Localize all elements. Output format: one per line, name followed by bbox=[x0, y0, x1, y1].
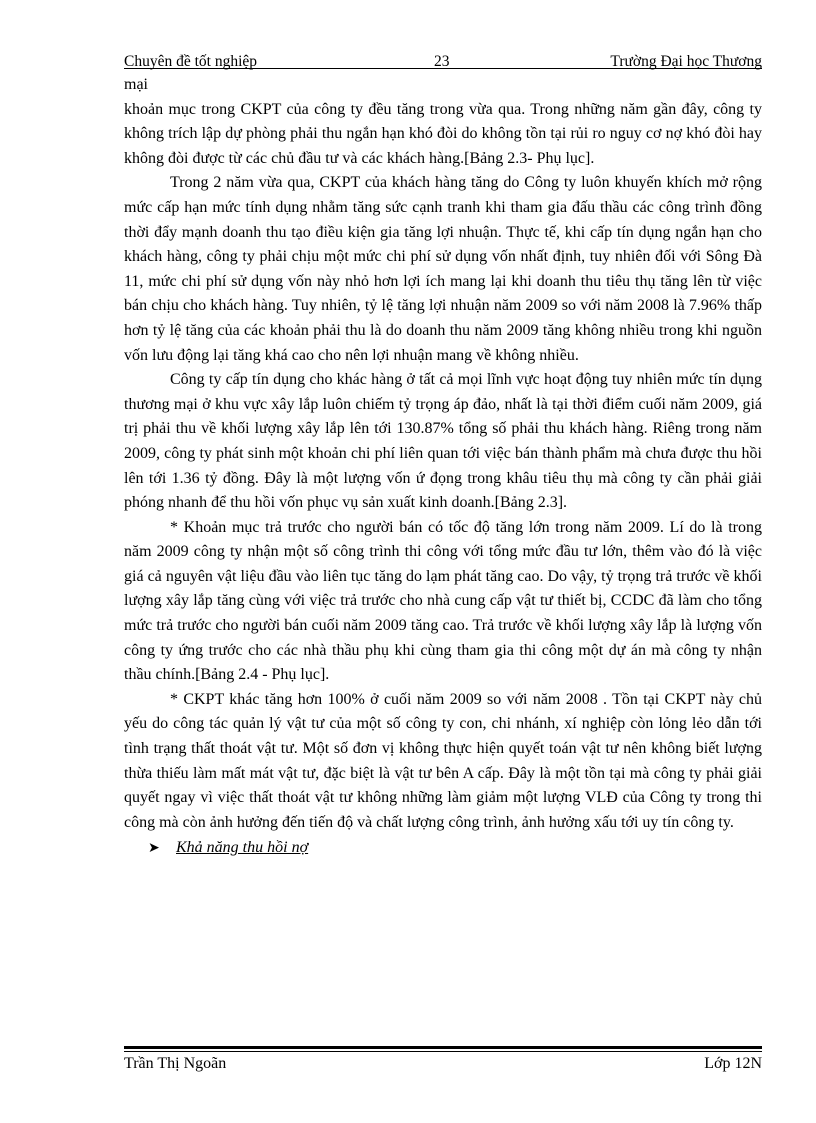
header-school: Trường Đại học Thương bbox=[610, 53, 762, 70]
footer-divider-thin bbox=[124, 1051, 762, 1052]
page-footer bbox=[124, 1053, 762, 1075]
paragraph-4: * Khoản mục trả trước cho người bán có tốc độ tăng lớn trong năm 2009. Lí do là trong năm 2009 công ty nhận một số công trình thi công với tổng mức đầu tư lớn, thêm vào đó là việc giá cả nguyên vật liệu đầu vào liên tục tăng do lạm phát tăng cao. Do vậy, tỷ trọng trả trước về khối lượng xây lắp tăng cùng với việc trả trước cho nhà cung cấp vật tư thiết bị, CCDC đã làm cho tổng mức trả trước cho người bán cuối năm 2009 tăng cao. Trả trước về khối lượng xây lắp là lượng vốn công ty ứng trước cho các nhà thầu phụ khi cùng tham gia thi công một dự án mà công ty nhận thầu chính.[Bảng 2.4 - Phụ lục]. bbox=[124, 518, 762, 684]
footer-class: Lớp 12N bbox=[704, 1055, 762, 1072]
header-continuation: mại bbox=[124, 76, 148, 93]
page-number: 23 bbox=[434, 53, 450, 70]
page-header bbox=[124, 52, 762, 72]
paragraph-1: khoản mục trong CKPT của công ty đều tăng trong vừa qua. Trong những năm gần đây, công ty không trích lập dự phòng phải thu ngắn hạn khó đòi do không tồn tại rủi ro nguy cơ nợ khó đòi hay không đòi được từ các chủ đầu tư và các khách hàng.[Bảng 2.3- Phụ lục]. bbox=[124, 100, 762, 167]
header-title: Chuyên đề tốt nghiệp bbox=[124, 53, 258, 70]
paragraph-5: * CKPT khác tăng hơn 100% ở cuối năm 2009 so với năm 2008 . Tồn tại CKPT này chủ yếu do công tác quản lý vật tư của một số công ty con, chi nhánh, xí nghiệp còn lỏng lẻo dẫn tới tình trạng thất thoát vật tư. Một số đơn vị không thực hiện quyết toán vật tư nên không biết lượng thừa thiếu làm mất mát vật tư, đặc biệt là vật tư bên A cấp. Đây là một tồn tại mà công ty phải giải quyết ngay vì việc thất thoát vật tư không những làm giảm một lượng VLĐ của Công ty trong thi công mà còn ảnh hưởng đến tiến độ và chất lượng công trình, ảnh hưởng xấu tới uy tín công ty. bbox=[124, 690, 762, 831]
arrow-bullet-icon: ➤ bbox=[148, 841, 160, 857]
header-divider bbox=[124, 68, 762, 69]
footer-divider-thick bbox=[124, 1046, 762, 1049]
document-body bbox=[124, 73, 762, 862]
paragraph-2: Trong 2 năm vừa qua, CKPT của khách hàng tăng do Công ty luôn khuyến khích mở rộng mức cấp hạn mức tính dụng nhằm tăng sức cạnh tranh khi tham gia đấu thầu các công trình đồng thời đẩy mạnh doanh thu tạo điều kiện gia tăng lợi nhuận. Thực tế, khi cấp tín dụng ngắn hạn cho khách hàng, công ty phải chịu một mức chi phí sử dụng vốn nhất định, tuy nhiên đối với Sông Đà 11, mức chi phí sử dụng vốn này nhỏ hơn lợi ích mang lại khi doanh thu tiêu thụ tăng lên từ việc bán chịu cho khách hàng. Tuy nhiên, tỷ lệ tăng lợi nhuận năm 2009 so với năm 2008 là 7.96% thấp hơn tỷ lệ tăng của các khoản phải thu là do doanh thu năm 2009 tăng không nhiều trong khi nguồn vốn lưu động lại tăng khá cao cho nên lợi nhuận mang về không nhiều. bbox=[124, 174, 762, 364]
paragraph-3: Công ty cấp tín dụng cho khác hàng ở tất cả mọi lĩnh vực hoạt động tuy nhiên mức tín dụng thương mại ở khu vực xây lắp luôn chiếm tỷ trọng áp đảo, nhất là tại thời điểm cuối năm 2009, giá trị phải thu về khối lượng xây lắp lên tới 130.87% tổng số phải thu khách hàng. Riêng trong năm 2009, công ty phát sinh một khoản chi phí liên quan tới việc bán thành phẩm mà chưa được thu hồi lên tới 1.36 tỷ đồng. Đây là một lượng vốn ứ đọng trong khâu tiêu thụ mà công ty cần phải giải phóng nhanh để thu hồi vốn phục vụ sản xuất kinh doanh.[Bảng 2.3]. bbox=[124, 371, 762, 512]
footer-author: Trần Thị Ngoãn bbox=[124, 1055, 227, 1072]
section-heading: Khả năng thu hồi nợ bbox=[176, 839, 309, 857]
section-bullet bbox=[124, 836, 762, 862]
